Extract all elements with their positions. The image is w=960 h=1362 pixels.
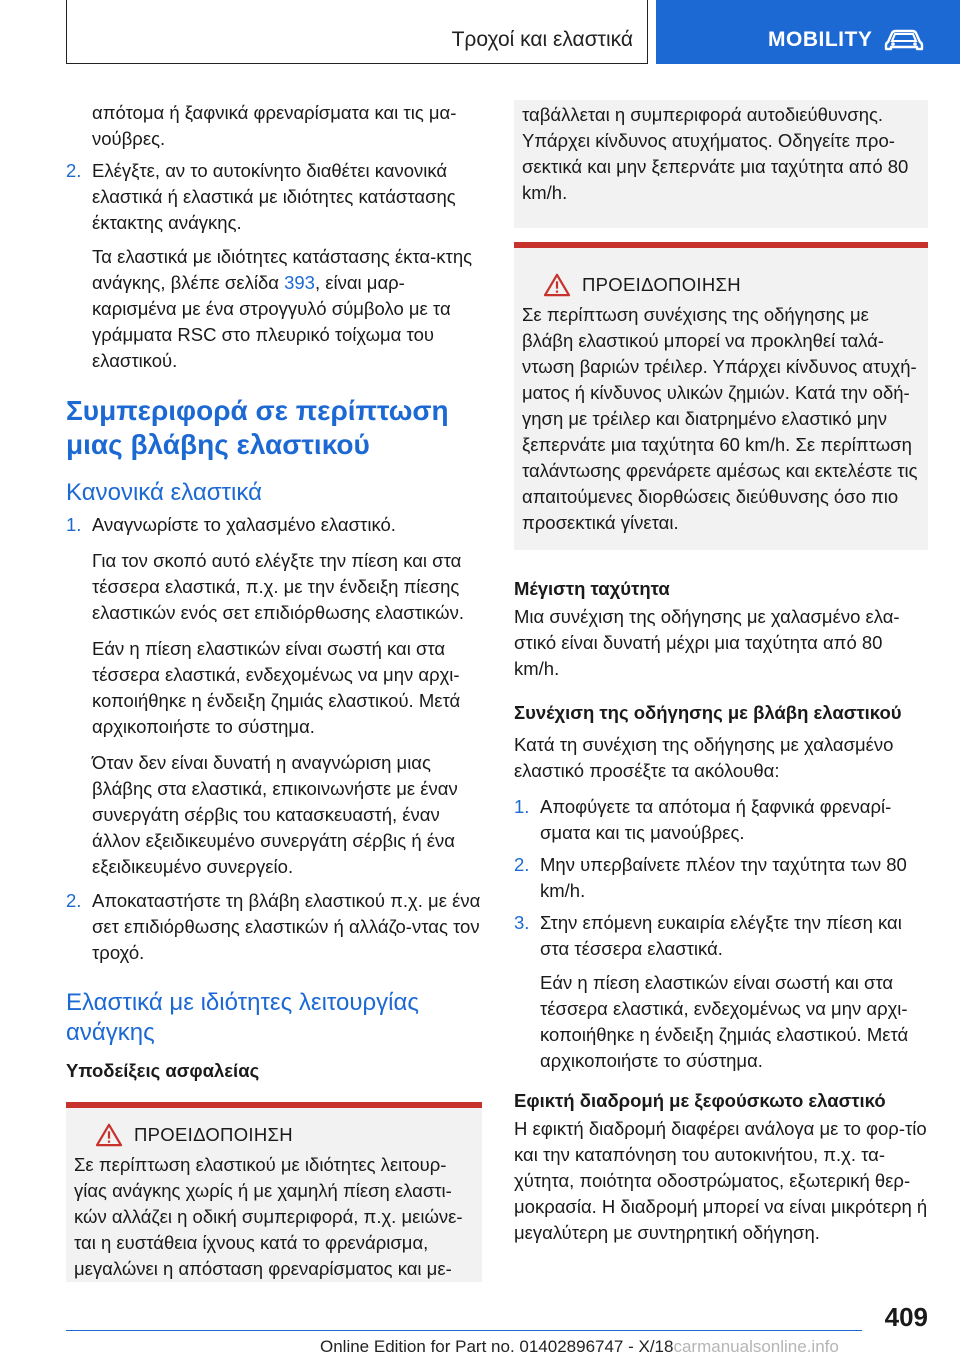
rsc-text-b: , είναι μαρ-καρισμένα με ένα στρογγυλό σύμβολο με τα γράμματα RSC στο πλευρικό τοίχωμα του ελαστικού. (92, 272, 451, 371)
right-column (514, 100, 928, 1246)
mobility-badge (656, 0, 960, 64)
warning-title: ΠΡΟΕΙΔΟΠΟΙΗΣΗ (582, 274, 741, 295)
list-text: Αποφύγετε τα απότομα ή ξαφνικά φρεναρί-σματα και τις μανούβρες. (540, 796, 892, 843)
warning-box (514, 242, 928, 550)
list-text: Μην υπερβαίνετε πλέον την ταχύτητα των 80 km/h. (540, 854, 907, 901)
warning-box (66, 1102, 482, 1282)
warning-title: ΠΡΟΕΙΔΟΠΟΙΗΣΗ (134, 1124, 293, 1145)
list-text: Στην επόμενη ευκαιρία ελέγξτε την πίεση και στα τέσσερα ελαστικά. (540, 912, 902, 959)
list-number: 3. (514, 912, 530, 933)
car-icon (884, 28, 924, 52)
list-number: 2. (514, 854, 530, 875)
list-number: 2. (66, 160, 82, 181)
warning-text: Σε περίπτωση συνέχισης της οδήγησης με βλάβη ελαστικού μπορεί να προκληθεί ταλά-ντωση βαριών τρέιλερ. Υπάρχει κίνδυνος ατυχή-ματος ή κίνδυνος υλικών ζημιών. Κατά την οδή-γηση με τρέιλερ και διατρημένο ελαστικό μην ξεπερνάτε μια ταχύτητα 60 km/h. Σε περίπτωση ταλάντωσης φρενάρετε αμέσως και εκτελέστε τις απαιτούμενες διορθώσεις διεύθυνσης όσο πιο προσεκτικά γίνεται. (522, 304, 918, 533)
subsection-heading-normal-tires: Κανονικά ελαστικά (66, 479, 262, 506)
warning-box-continuation (514, 100, 928, 228)
list-text: Αναγνωρίστε το χαλασμένο ελαστικό. (92, 514, 396, 535)
list-item (66, 888, 482, 966)
warning-text-continued: ταβάλλεται η συμπεριφορά αυτοδιεύθυνσης. Υπάρχει κίνδυνος ατυχήματος. Οδηγείτε προ-σεκτικά και μην ξεπερνάτε μια ταχύτητα από 80 km/h. (522, 104, 909, 203)
list-item (514, 910, 928, 962)
mobility-label: MOBILITY (768, 28, 873, 51)
edition-text: Online Edition for Part no. 01402896747 - X/18 (320, 1337, 674, 1356)
list-item (66, 512, 482, 538)
section-heading-tire-damage: Συμπεριφορά σε περίπτωση μιας βλάβης ελαστικού (66, 395, 449, 460)
paragraph: Εάν η πίεση ελαστικών είναι σωστή και στα τέσσερα ελαστικά, ενδεχομένως να μην αρχι-κοποιήθηκε η ένδειξη ζημιάς ελαστικού. Μετά αρχικοποιήστε το σύστημα. (540, 972, 909, 1071)
list-number: 2. (66, 890, 82, 911)
warning-triangle-icon (542, 273, 572, 297)
list-text: Αποκαταστήστε τη βλάβη ελαστικού π.χ. με ένα σετ επιδιόρθωσης ελαστικών ή αλλάζο-ντας τον τροχό. (92, 890, 481, 963)
list-number: 1. (66, 514, 82, 535)
subsection-heading-runflat: Ελαστικά με ιδιότητες λειτουργίας ανάγκης (66, 989, 419, 1046)
watermark-text: carmanualsonline.info (673, 1337, 839, 1356)
paragraph: Η εφικτή διαδρομή διαφέρει ανάλογα με το φορ-τίο και την καταπόνηση του αυτοκινήτου, π.χ. τα-χύτητα, ποιότητα οδοστρώματος, εξωτερική θερ-μοκρασία. Η διαδρομή μπορεί να είναι μικρότερη ή μεγαλύτερη με συντηρητική οδήγηση. (514, 1118, 928, 1243)
footer-edition (320, 1337, 839, 1357)
paragraph: Όταν δεν είναι δυνατή η αναγνώριση μιας βλάβης στα ελαστικά, επικοινωνήστε με έναν συνεργάτη σέρβις του κατασκευαστή, έναν άλλον εξειδικευμένο συνεργάτη σέρβις ή ένα εξειδικευμένο συνεργείο. (92, 752, 458, 877)
subsection-heading-max-speed: Μέγιστη ταχύτητα (514, 578, 670, 599)
subsection-heading-continue-driving: Συνέχιση της οδήγησης με βλάβη ελαστικού (514, 702, 902, 723)
warning-header (74, 1122, 474, 1148)
warning-triangle-icon (94, 1123, 124, 1147)
left-column (66, 100, 482, 1282)
paragraph: Μια συνέχιση της οδήγησης με χαλασμένο ελα-στικό είναι δυνατή μέχρι μια ταχύτητα από 80 km/h. (514, 606, 900, 679)
list-item (514, 852, 928, 904)
paragraph: Εάν η πίεση ελαστικών είναι σωστή και στα τέσσερα ελαστικά, ενδεχομένως να μην αρχι-κοποιήθηκε η ένδειξη ζημιάς ελαστικού. Μετά αρχικοποιήστε το σύστημα. (92, 638, 461, 737)
list-item (514, 794, 928, 846)
page-number: 409 (884, 1302, 928, 1332)
subsection-heading-range: Εφικτή διαδρομή με ξεφούσκωτο ελαστικό (514, 1090, 886, 1111)
page-link-393[interactable]: 393 (284, 272, 315, 293)
warning-header (522, 272, 920, 298)
intro-continuation: απότομα ή ξαφνικά φρεναρίσματα και τις μα-νούβρες. (92, 102, 457, 149)
list-item (66, 158, 482, 236)
chapter-title: Τροχοί και ελαστικά (451, 28, 633, 51)
rsc-paragraph (66, 244, 482, 374)
warning-text: Σε περίπτωση ελαστικού με ιδιότητες λειτουρ-γίας ανάγκης χωρίς ή με χαμηλή πίεση ελαστι-κών αλλάζει η οδική συμπεριφορά, π.χ. μειώνε-ται η ευστάθεια ίχνους κατά το φρενάρισμα, μεγαλώνει η απόσταση φρεναρίσματος και με- (74, 1154, 463, 1279)
paragraph: Κατά τη συνέχιση της οδήγησης με χαλασμένο ελαστικό προσέξτε τα ακόλουθα: (514, 734, 894, 781)
list-text: Ελέγξτε, αν το αυτοκίνητο διαθέτει κανονικά ελαστικά ή ελαστικά με ιδιότητες κατάστασης έκτακτης ανάγκης. (92, 160, 456, 233)
footer-divider (66, 1330, 862, 1331)
rsc-text-a: Τα ελαστικά με ιδιότητες κατάστασης έκτα-κτης ανάγκης, βλέπε σελίδα (92, 246, 473, 293)
subsection-heading-safety: Υποδείξεις ασφαλείας (66, 1060, 260, 1081)
header-chapter-box (66, 0, 648, 64)
paragraph: Για τον σκοπό αυτό ελέγξτε την πίεση και στα τέσσερα ελαστικά, π.χ. με την ένδειξη πίεσης ελαστικών ενός σετ επιδιόρθωσης ελαστικών. (92, 550, 465, 623)
list-number: 1. (514, 796, 530, 817)
